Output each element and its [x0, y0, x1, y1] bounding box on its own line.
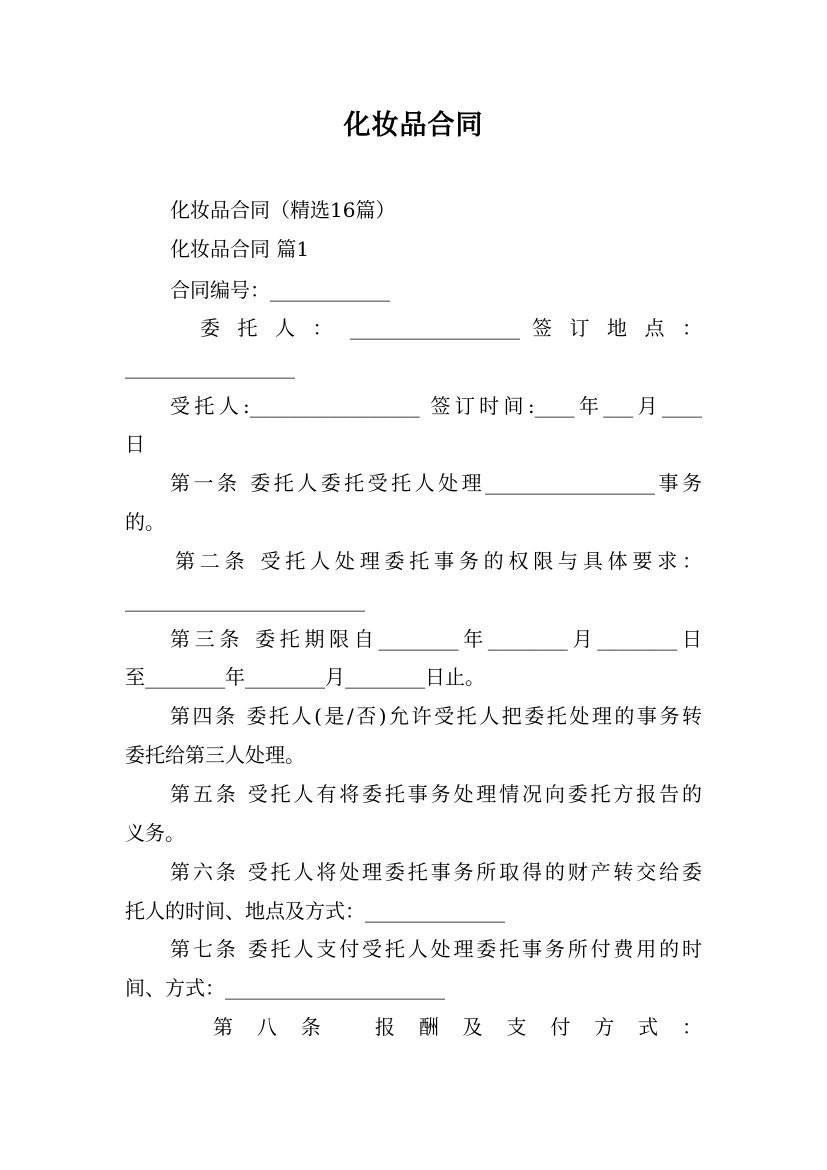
agent-line: 受托人:_________________ 签订时间:____年___月____ — [170, 394, 702, 418]
article-7: 第七条 委托人支付受托人处理委托事务所付费用的时 — [170, 937, 702, 961]
contract-number-line: 合同编号：____________ — [170, 278, 390, 302]
article-6: 第六条 受托人将处理委托事务所取得的财产转交给委 — [170, 860, 702, 884]
agent-line-cont: 日 — [125, 432, 145, 456]
document-title: 化妆品合同 — [343, 110, 484, 141]
section-heading: 化妆品合同 篇1 — [170, 237, 310, 261]
article-2: 第二条 受托人处理委托事务的权限与具体要求： — [175, 549, 702, 573]
article-5: 第五条 受托人有将委托事务处理情况向委托方报告的 — [170, 782, 702, 806]
principal-line: 委 托 人 ： _________________ 签 订 地 点 ： — [200, 316, 702, 340]
article-1: 第一条 委托人委托受托人处理_________________事务 — [170, 471, 702, 495]
article-1-cont: 的。 — [125, 510, 165, 534]
article-7-cont: 间、方式：______________________ — [125, 976, 445, 1000]
article-3: 第三条 委托期限自________年________月________日 — [170, 627, 702, 651]
article-8: 第 八 条 报 酬 及 支 付 方 式 ： — [213, 1015, 702, 1039]
subtitle-line: 化妆品合同（精选16篇） — [170, 198, 396, 222]
article-4-cont: 委托给第三人处理。 — [125, 743, 305, 767]
article-3-cont: 至________年________月________日止。 — [125, 665, 485, 689]
article-6-cont: 托人的时间、地点及方式：______________ — [125, 899, 505, 923]
article-4: 第四条 委托人(是/否)允许受托人把委托处理的事务转 — [170, 704, 702, 728]
principal-line-cont: _________________ — [125, 355, 295, 379]
article-5-cont: 义务。 — [125, 821, 185, 845]
article-2-cont: ________________________ — [125, 588, 365, 612]
